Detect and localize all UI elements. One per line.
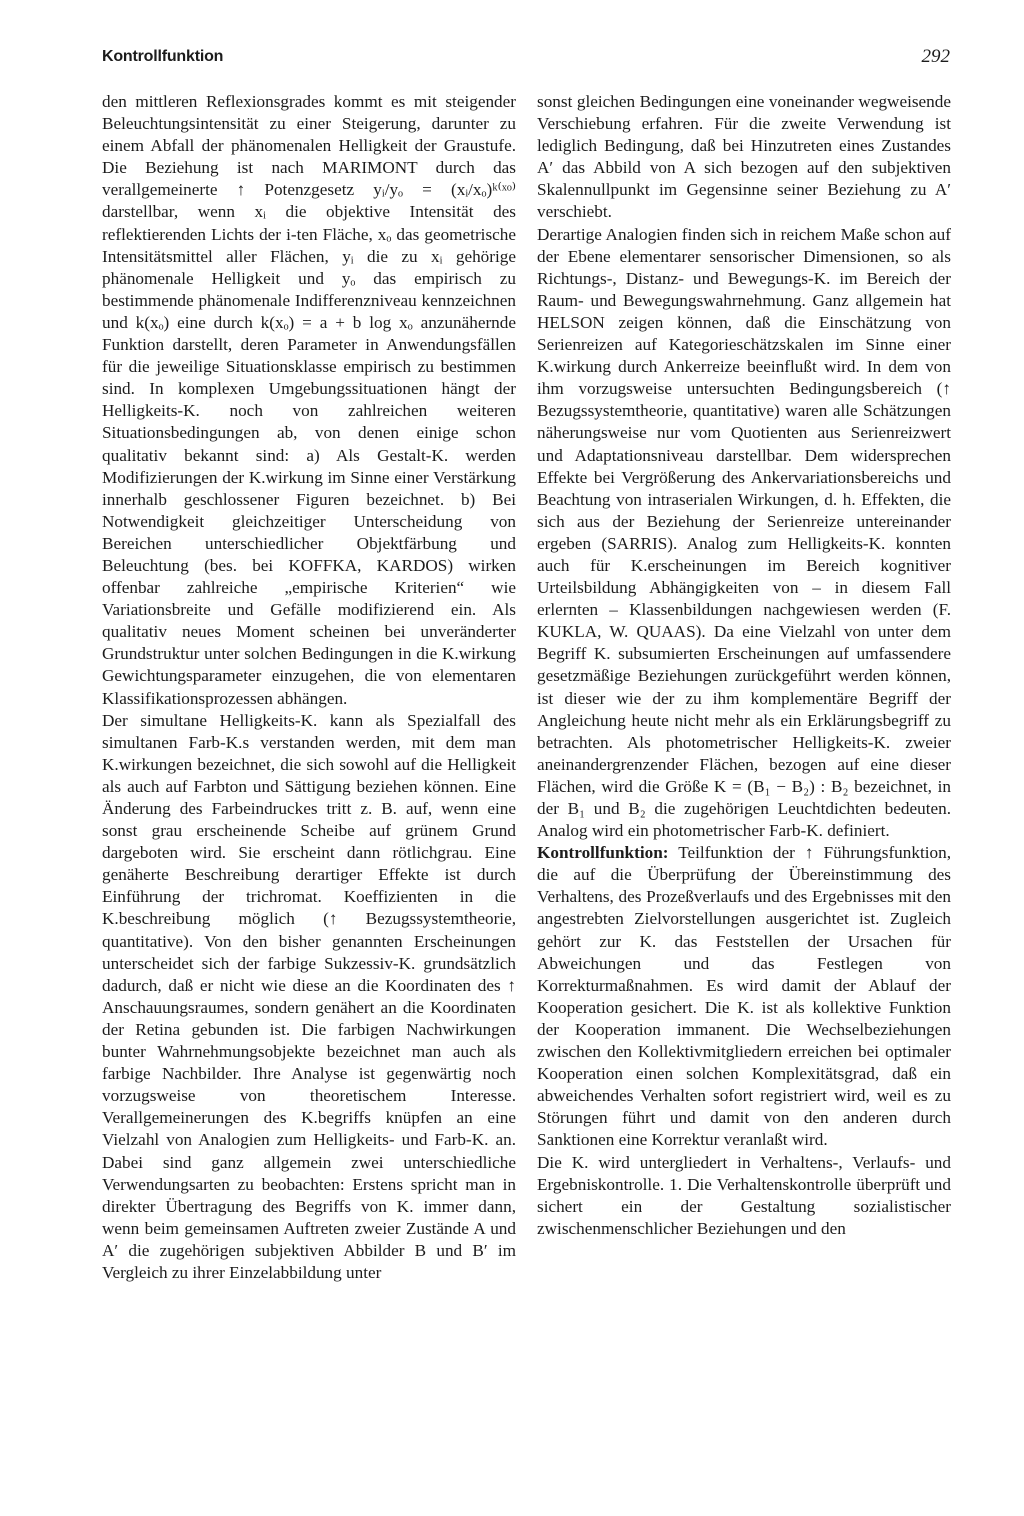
- paragraph: den mittleren Reflexionsgrades kommt es mit steigender Beleuchtungsintensität zu einer Steigerung, darunter zu einem Abfall der phänomenalen Helligkeit der Graustufe. Die Beziehung ist nach MARIMONT durch das verallgemeinerte ↑ Potenzgesetz yᵢ/yₒ = (xᵢ/xₒ)ᵏ⁽ˣᵒ⁾ darstellbar, wenn xᵢ die objektive Intensität des reflektierenden Lichts der i-ten Fläche, xₒ das geometrische Intensitätsmittel aller Flächen, yᵢ die zu xᵢ gehörige phänomenale Helligkeit und yₒ das empirisch zu bestimmende phänomenale Indifferenzniveau kennzeichnen und k(xₒ) eine durch k(xₒ) = a + b log xₒ anzunähernde Funktion darstellt, deren Parameter in Anwendungsfällen für die jeweilige Situationsklasse empirisch zu bestimmen sind. In komplexen Umgebungssituationen hängt der Helligkeits-K. noch von zahlreichen weiteren Situationsbedingungen ab, von denen einige schon qualitativ bekannt sind: a) Als Gestalt-K. werden Modifizierungen der K.wirkung im Sinne einer Verstärkung innerhalb geschlossener Figuren bezeichnet. b) Bei Notwendigkeit gleichzeitiger Unterscheidung von Bereichen unterschiedlicher Objektfärbung und Beleuchtung (bes. bei KOFFKA, KARDOS) wirken offenbar zahlreiche „empirische Kriterien“ wie Variationsbreite und Gefälle modifizierend ein. Als qualitativ neues Moment scheinen bei unveränderter Grundstruktur unter solchen Bedingungen in die K.wirkung Gewichtungsparameter einzugehen, die von elementaren Klassifikationsprozessen abhängen.: [102, 92, 516, 708]
- entry-definition: Teilfunktion der ↑ Führungsfunktion, die auf die Überprüfung der Übereinstimmung des Verhaltens, des Prozeßverlaufs und des Ergebnisses mit den angestrebten Zielvorstellungen ausgerichtet ist. Zugleich gehört zur K. das Feststellen der Ursachen für Abweichungen und das Festlegen von Korrekturmaßnahmen. Es wird damit der Ablauf der Kooperation gesichert. Die K. ist als kollektive Funktion der Kooperation immanent. Die Wechselbeziehungen zwischen den Kollektivmitgliedern erreichen bei optimaler Kooperation einen solchen Komplexitätsgrad, daß ein abweichendes Verhalten sofort registriert wird, weil es zu Störungen führt und damit von den anderen durch Sanktionen eine Korrektur veranlaßt wird.: [537, 843, 951, 1150]
- paragraph: Die K. wird untergliedert in Verhaltens-, Verlaufs- und Ergebniskontrolle. 1. Die Verhaltenskontrolle überprüft und sichert ein der Gestaltung sozialistischer zwischenmenschlicher Beziehungen und den: [537, 1152, 951, 1238]
- paragraph: Derartige Analogien finden sich in reichem Maße schon auf der Ebene elementarer sensorischer Dimensionen, so als Richtungs-, Distanz- und Bewegungs-K. im Bereich der Raum- und Bewegungswahrnehmung. Ganz allgemein hat HELSON zeigen können, daß die Einschätzung von Serienreizen auf Kategorieschätzskalen im Sinne einer K.wirkung durch Ankerreize beeinflußt wird. In dem von ihm vorzugsweise untersuchten Bedingungsbereich (↑ Bezugssystemtheorie, quantitative) waren alle Schätzungen näherungsweise nur vom Quotienten aus Serienreizwert und Adaptationsniveau darstellbar. Dem widersprechen Effekte bei Vergrößerung des Ankervariationsbereichs und Beachtung von intraserialen Wirkungen, d. h. Effekten, die sich aus der Beziehung der Serienreize untereinander ergeben (SARRIS). Analog zum Helligkeits-K. konnten auch für K.erscheinungen im Bereich kognitiver Urteilsbildung Abhängigkeiten von – in diesem Fall erlernten – Klassenbildungen nachgewiesen werden (F. KUKLA, W. QUAAS). Da eine Vielzahl von unter dem Begriff K. subsumierten Erscheinungen auf umfassendere gesetzmäßige Beziehungen zurückgeführt werden können, ist dieser wie der zu ihm komplementäre Begriff der Angleichung heute nicht mehr als ein Erklärungsbegriff zu betrachten. Als photometrischer Helligkeits-K. zweier aneinandergrenzender Flächen, bezogen auf eine dieser Flächen, wird die Größe K = (B₁ − B₂) : B₂ bezeichnet, in der B₁ und B₂ die zugehörigen Leuchtdichten bedeuten. Analog wird ein photometrischer Farb-K. definiert.: [537, 224, 951, 841]
- page-number: 292: [921, 46, 950, 67]
- entry-term: Kontrollfunktion:: [537, 843, 669, 863]
- left-column: [102, 91, 516, 1284]
- page-header: [102, 48, 950, 78]
- right-column: [537, 91, 951, 1240]
- paragraph: sonst gleichen Bedingungen eine voneinander wegweisende Verschiebung erfahren. Für die zweite Verwendung ist lediglich Bedingung, daß bei Hinzutreten eines Zustandes A′ das Abbild von A sich bezogen auf den subjektiven Skalennullpunkt im Gegensinne seiner Beziehung zu A′ verschiebt.: [537, 92, 951, 222]
- paragraph: Der simultane Helligkeits-K. kann als Spezialfall des simultanen Farb-K.s verstanden werden, mit dem man K.wirkungen bezeichnet, die sich sowohl auf die Helligkeit als auch auf Farbton und Sättigung beziehen können. Eine Änderung des Farbeindruckes tritt z. B. auf, wenn eine sonst grau erscheinende Scheibe auf grünem Grund dargeboten wird. Sie erscheint dann rötlichgrau. Eine genäherte Beschreibung derartiger Effekte ist durch Einführung der trichromat. Koeffizienten in die K.beschreibung möglich (↑ Bezugssystemtheorie, quantitative). Von den bisher genannten Erscheinungen unterscheidet sich der farbige Sukzessiv-K. grundsätzlich dadurch, daß er nicht wie diese an die Koordinaten des ↑ Anschauungsraumes, sondern genähert an die Koordinaten der Retina gebunden ist. Die farbigen Nachwirkungen bunter Wahrnehmungsobjekte bezeichnet man auch als farbige Nachbilder. Ihre Analyse ist gegenwärtig noch vorzugsweise von theoretischem Interesse. Verallgemeinerungen des K.begriffs knüpfen an eine Vielzahl von Analogien zum Helligkeits- und Farb-K. an. Dabei sind ganz allgemein zwei unterschiedliche Verwendungsarten zu beobachten: Erstens spricht man in direkter Übertragung des Begriffs von K. immer dann, wenn beim gemeinsamen Auftreten zweier Zustände A und A′ die zugehörigen subjektiven Abbilder B und B′ im Vergleich zu ihrer Einzelabbildung unter: [102, 710, 516, 1282]
- running-head: Kontrollfunktion: [102, 48, 224, 65]
- entry-paragraph: [537, 842, 951, 1151]
